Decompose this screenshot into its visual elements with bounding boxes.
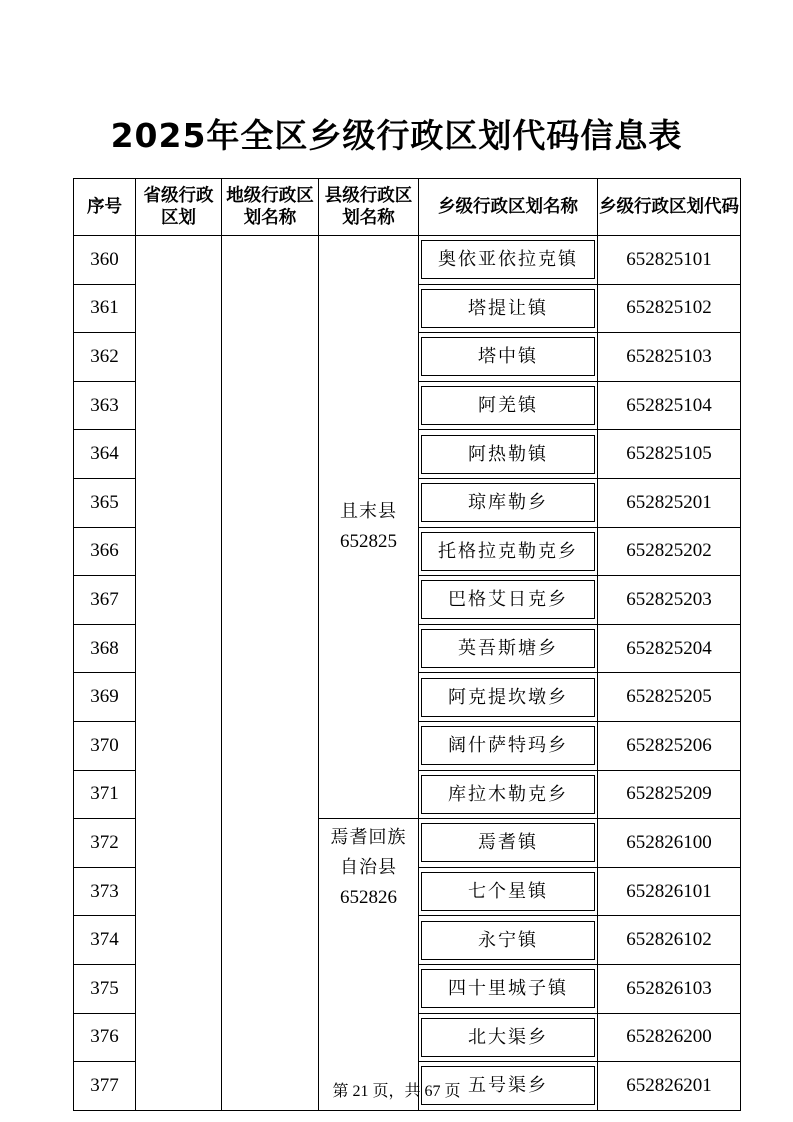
township-name: 奥依亚依拉克镇: [421, 240, 595, 279]
township-name: 阿羌镇: [421, 386, 595, 425]
township-name: 库拉木勒克乡: [421, 775, 595, 814]
seq-cell: 360: [74, 236, 136, 285]
township-cell: [419, 721, 598, 770]
township-cell: [419, 236, 598, 285]
township-cell: [419, 576, 598, 625]
seq-cell: 368: [74, 624, 136, 673]
township-code: 652825104: [598, 381, 741, 430]
township-code: 652826103: [598, 964, 741, 1013]
township-code: 652825103: [598, 333, 741, 382]
township-name: 阿克提坎墩乡: [421, 678, 595, 717]
township-cell: [419, 284, 598, 333]
township-cell: [419, 867, 598, 916]
prefecture-cell: [222, 236, 319, 1111]
township-code: 652825105: [598, 430, 741, 479]
county-cell: [319, 236, 419, 819]
seq-cell: 373: [74, 867, 136, 916]
township-cell: [419, 430, 598, 479]
seq-cell: 369: [74, 673, 136, 722]
township-code: 652825204: [598, 624, 741, 673]
seq-cell: 362: [74, 333, 136, 382]
county-cell: [319, 819, 419, 1111]
township-cell: [419, 1013, 598, 1062]
header-province: 省级行政区划: [136, 179, 222, 236]
header-county: 县级行政区划名称: [319, 179, 419, 236]
township-cell: [419, 478, 598, 527]
township-code: 652825209: [598, 770, 741, 819]
township-name: 塔中镇: [421, 337, 595, 376]
township-name: 托格拉克勒克乡: [421, 532, 595, 571]
seq-cell: 374: [74, 916, 136, 965]
table-body: [74, 236, 741, 1111]
seq-cell: 364: [74, 430, 136, 479]
township-cell: [419, 381, 598, 430]
page-title: 2025年全区乡级行政区划代码信息表: [110, 116, 683, 155]
seq-cell: 367: [74, 576, 136, 625]
township-name: 焉耆镇: [421, 823, 595, 862]
header-code: 乡级行政区划代码: [598, 179, 741, 236]
township-cell: [419, 964, 598, 1013]
township-cell: [419, 527, 598, 576]
township-code: 652826100: [598, 819, 741, 868]
township-name: 阔什萨特玛乡: [421, 726, 595, 765]
township-name: 北大渠乡: [421, 1018, 595, 1057]
header-prefecture: 地级行政区划名称: [222, 179, 319, 236]
township-cell: [419, 916, 598, 965]
township-name: 巴格艾日克乡: [421, 580, 595, 619]
seq-cell: 370: [74, 721, 136, 770]
township-name: 四十里城子镇: [421, 969, 595, 1008]
division-code-table: [73, 178, 741, 1111]
township-name: 英吾斯塘乡: [421, 629, 595, 668]
seq-cell: 376: [74, 1013, 136, 1062]
seq-cell: 375: [74, 964, 136, 1013]
township-code: 652826102: [598, 916, 741, 965]
township-cell: [419, 770, 598, 819]
seq-cell: 377: [74, 1062, 136, 1111]
seq-cell: 363: [74, 381, 136, 430]
table-header-row: [74, 179, 741, 236]
township-code: 652826101: [598, 867, 741, 916]
township-code: 652825102: [598, 284, 741, 333]
township-cell: [419, 624, 598, 673]
township-code: 652825201: [598, 478, 741, 527]
township-cell: [419, 819, 598, 868]
county-code: 652826: [340, 887, 397, 909]
township-code: 652825205: [598, 673, 741, 722]
township-code: 652826201: [598, 1062, 741, 1111]
township-name: 五号渠乡: [421, 1066, 595, 1105]
county-code: 652825: [340, 531, 397, 553]
township-code: 652825206: [598, 721, 741, 770]
township-name: 永宁镇: [421, 921, 595, 960]
county-name: 且末县: [340, 501, 397, 523]
county-name: 焉耆回族自治县: [330, 827, 407, 879]
township-code: 652825203: [598, 576, 741, 625]
township-name: 阿热勒镇: [421, 435, 595, 474]
township-code: 652825101: [598, 236, 741, 285]
seq-cell: 371: [74, 770, 136, 819]
township-name: 琼库勒乡: [421, 483, 595, 522]
header-township: 乡级行政区划名称: [419, 179, 598, 236]
seq-cell: 365: [74, 478, 136, 527]
township-cell: [419, 333, 598, 382]
province-cell: [136, 236, 222, 1111]
township-cell: [419, 673, 598, 722]
township-code: 652825202: [598, 527, 741, 576]
seq-cell: 361: [74, 284, 136, 333]
township-name: 七个星镇: [421, 872, 595, 911]
header-seq: 序号: [74, 179, 136, 236]
table-row: [74, 236, 741, 285]
page-footer: 第 21 页，共 67 页: [332, 1083, 461, 1100]
seq-cell: 372: [74, 819, 136, 868]
township-name: 塔提让镇: [421, 289, 595, 328]
seq-cell: 366: [74, 527, 136, 576]
township-code: 652826200: [598, 1013, 741, 1062]
